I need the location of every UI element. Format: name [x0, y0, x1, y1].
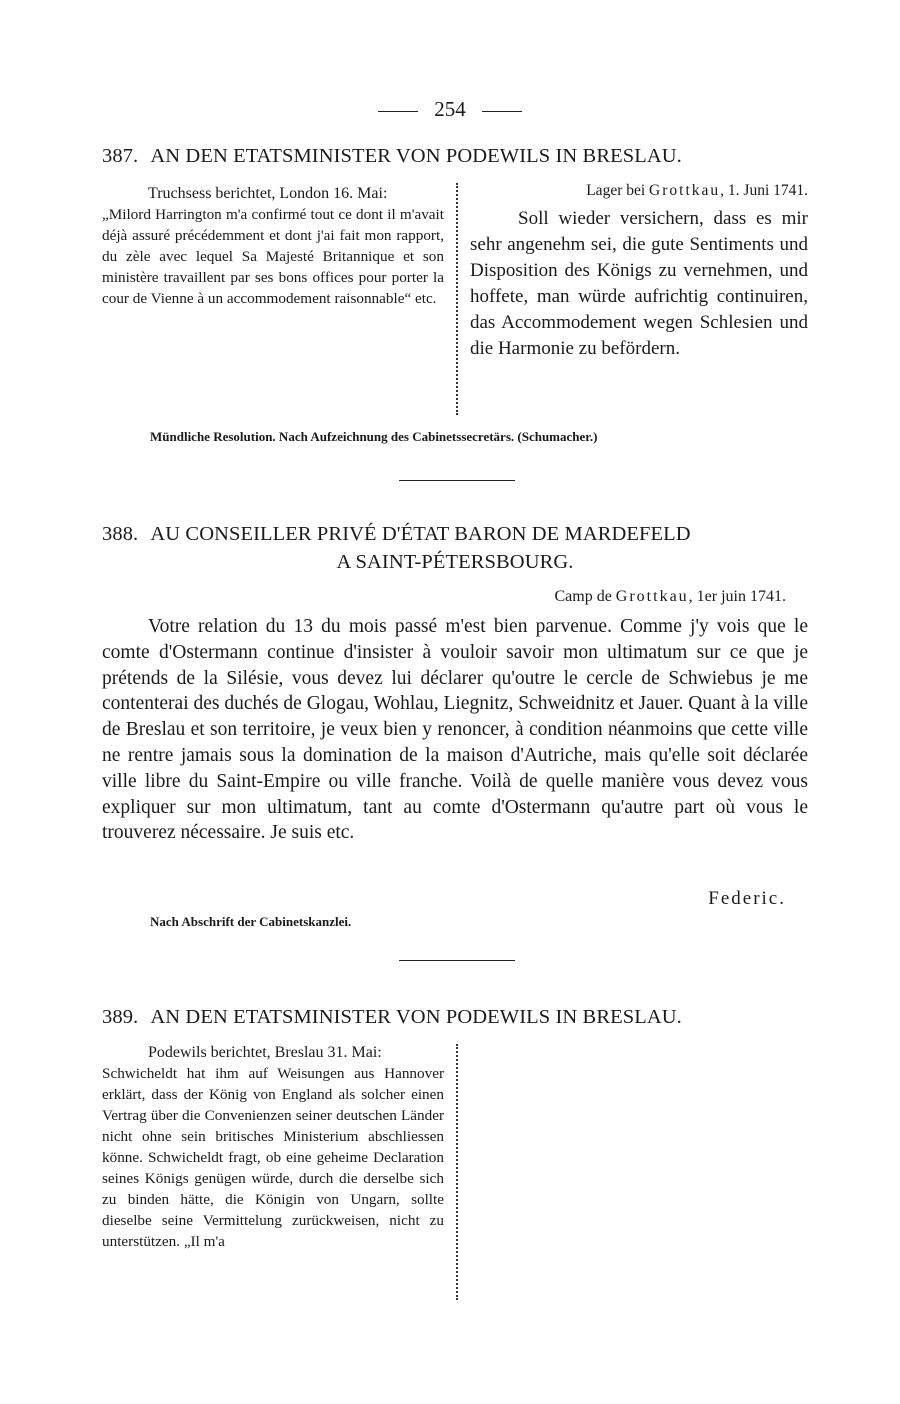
entry-387-summary-lead: Truchsess berichtet, London 16. Mai: — [148, 185, 388, 202]
page-number — [0, 97, 900, 122]
entry-387-number: 387. — [102, 145, 139, 167]
entry-389-heading — [102, 1004, 808, 1031]
entry-388-place-name: Grottkau — [615, 588, 689, 605]
entry-388-date: , 1er juin 1741. — [688, 588, 786, 605]
entry-388-title-line1: AU CONSEILLER PRIVÉ D'ÉTAT BARON DE MARDEFELD — [150, 523, 691, 545]
entry-389-summary — [102, 1042, 444, 1252]
page-number-text: 254 — [434, 97, 466, 121]
entry-387-place-date — [470, 180, 808, 202]
section-rule-2 — [399, 960, 515, 961]
entry-388-signature: Federic. — [708, 888, 786, 909]
entry-387-date: , 1. Juni 1741. — [720, 182, 808, 199]
entry-388-number: 388. — [102, 523, 139, 545]
entry-387-heading — [102, 143, 808, 170]
entry-387-summary — [102, 183, 444, 309]
page-number-rule-right — [482, 111, 522, 112]
entry-388-letter-text: Votre relation du 13 du mois passé m'est bien parvenue. Comme j'y vois que le comte d'Ostermann continue d'insister à vouloir savoir mon ultimatum sur ce que je prétends de la Silésie, vous devez lui déclarer qu'outre le cercle de Schwiebus je me contenterai des duchés de Glogau, Wohlau, Liegnitz, Schweidnitz et Jauer. Quant à la ville de Breslau et son territoire, je veux bien y renoncer, à condition néanmoins que cette ville ne rentre jamais sous la domination de la maison d'Autriche, mais qu'elle soit déclarée ville libre du Saint-Empire ou ville franche. Voilà de quelle manière vous devez vous expliquer sur mon ultimatum, tant au comte d'Ostermann qu'autre part où vous le trouverez nécessaire. Je suis etc. — [102, 616, 808, 844]
entry-387-place-prefix: Lager bei — [586, 182, 646, 199]
entry-388-heading — [102, 521, 808, 548]
entry-389-number: 389. — [102, 1006, 139, 1028]
entry-389-summary-text: Schwicheldt hat ihm auf Weisungen aus Hannover erklärt, dass der König von England als solcher einen Vertrag über die Convenienzen seiner deutschen Länder nicht ohne sein britisches Ministerium abschliessen könne. Schwicheldt fragt, ob eine geheime Declaration seines Königs genügen würde, durch die derselbe sich zu binden hätte, die Königin von Ungarn, sollte dieselbe seine Vermittelung zurückweisen, nicht zu unterstützen. „Il m'a — [102, 1065, 444, 1250]
entry-389-title: AN DEN ETATSMINISTER VON PODEWILS IN BRESLAU. — [150, 1006, 682, 1028]
entry-388-source: Nach Abschrift der Cabinetskanzlei. — [150, 914, 352, 929]
entry-387-source: Mündliche Resolution. Nach Aufzeichnung des Cabinetssecretärs. (Schumacher.) — [150, 429, 598, 444]
entry-389-summary-lead: Podewils berichtet, Breslau 31. Mai: — [148, 1044, 382, 1061]
entry-387-resolution-text: Soll wieder versichern, dass es mir sehr angenehm sei, die gute Sentiments und Disposition des Königs zu vernehmen, und hoffete, man würde aufrichtig continuiren, das Accommodement wegen Schlesien und die Harmonie zu befördern. — [470, 208, 808, 359]
entry-388-letter-body — [102, 614, 808, 846]
entry-387-summary-text: „Milord Harrington m'a confirmé tout ce dont il m'avait déjà assuré précédemment et dont j'ai fait mon rapport, du zèle avec lequel Sa Majesté Britannique et son ministère travaillent par ses bons offices pour porter la cour de Vienne à un accommodement raisonnable“ etc. — [102, 206, 444, 307]
entry-389-column-divider — [456, 1044, 458, 1300]
entry-388-heading-line2: A SAINT-PÉTERSBOURG. — [336, 551, 574, 573]
entry-387-place-name: Grottkau — [649, 182, 721, 199]
entry-387-resolution — [470, 180, 808, 362]
entry-388-place-date — [554, 588, 786, 606]
entry-388-place-prefix: Camp de — [554, 588, 612, 605]
page-number-rule-left — [378, 111, 418, 112]
entry-387-title: AN DEN ETATSMINISTER VON PODEWILS IN BRESLAU. — [150, 145, 682, 167]
entry-387-column-divider — [456, 183, 458, 415]
section-rule-1 — [399, 480, 515, 481]
